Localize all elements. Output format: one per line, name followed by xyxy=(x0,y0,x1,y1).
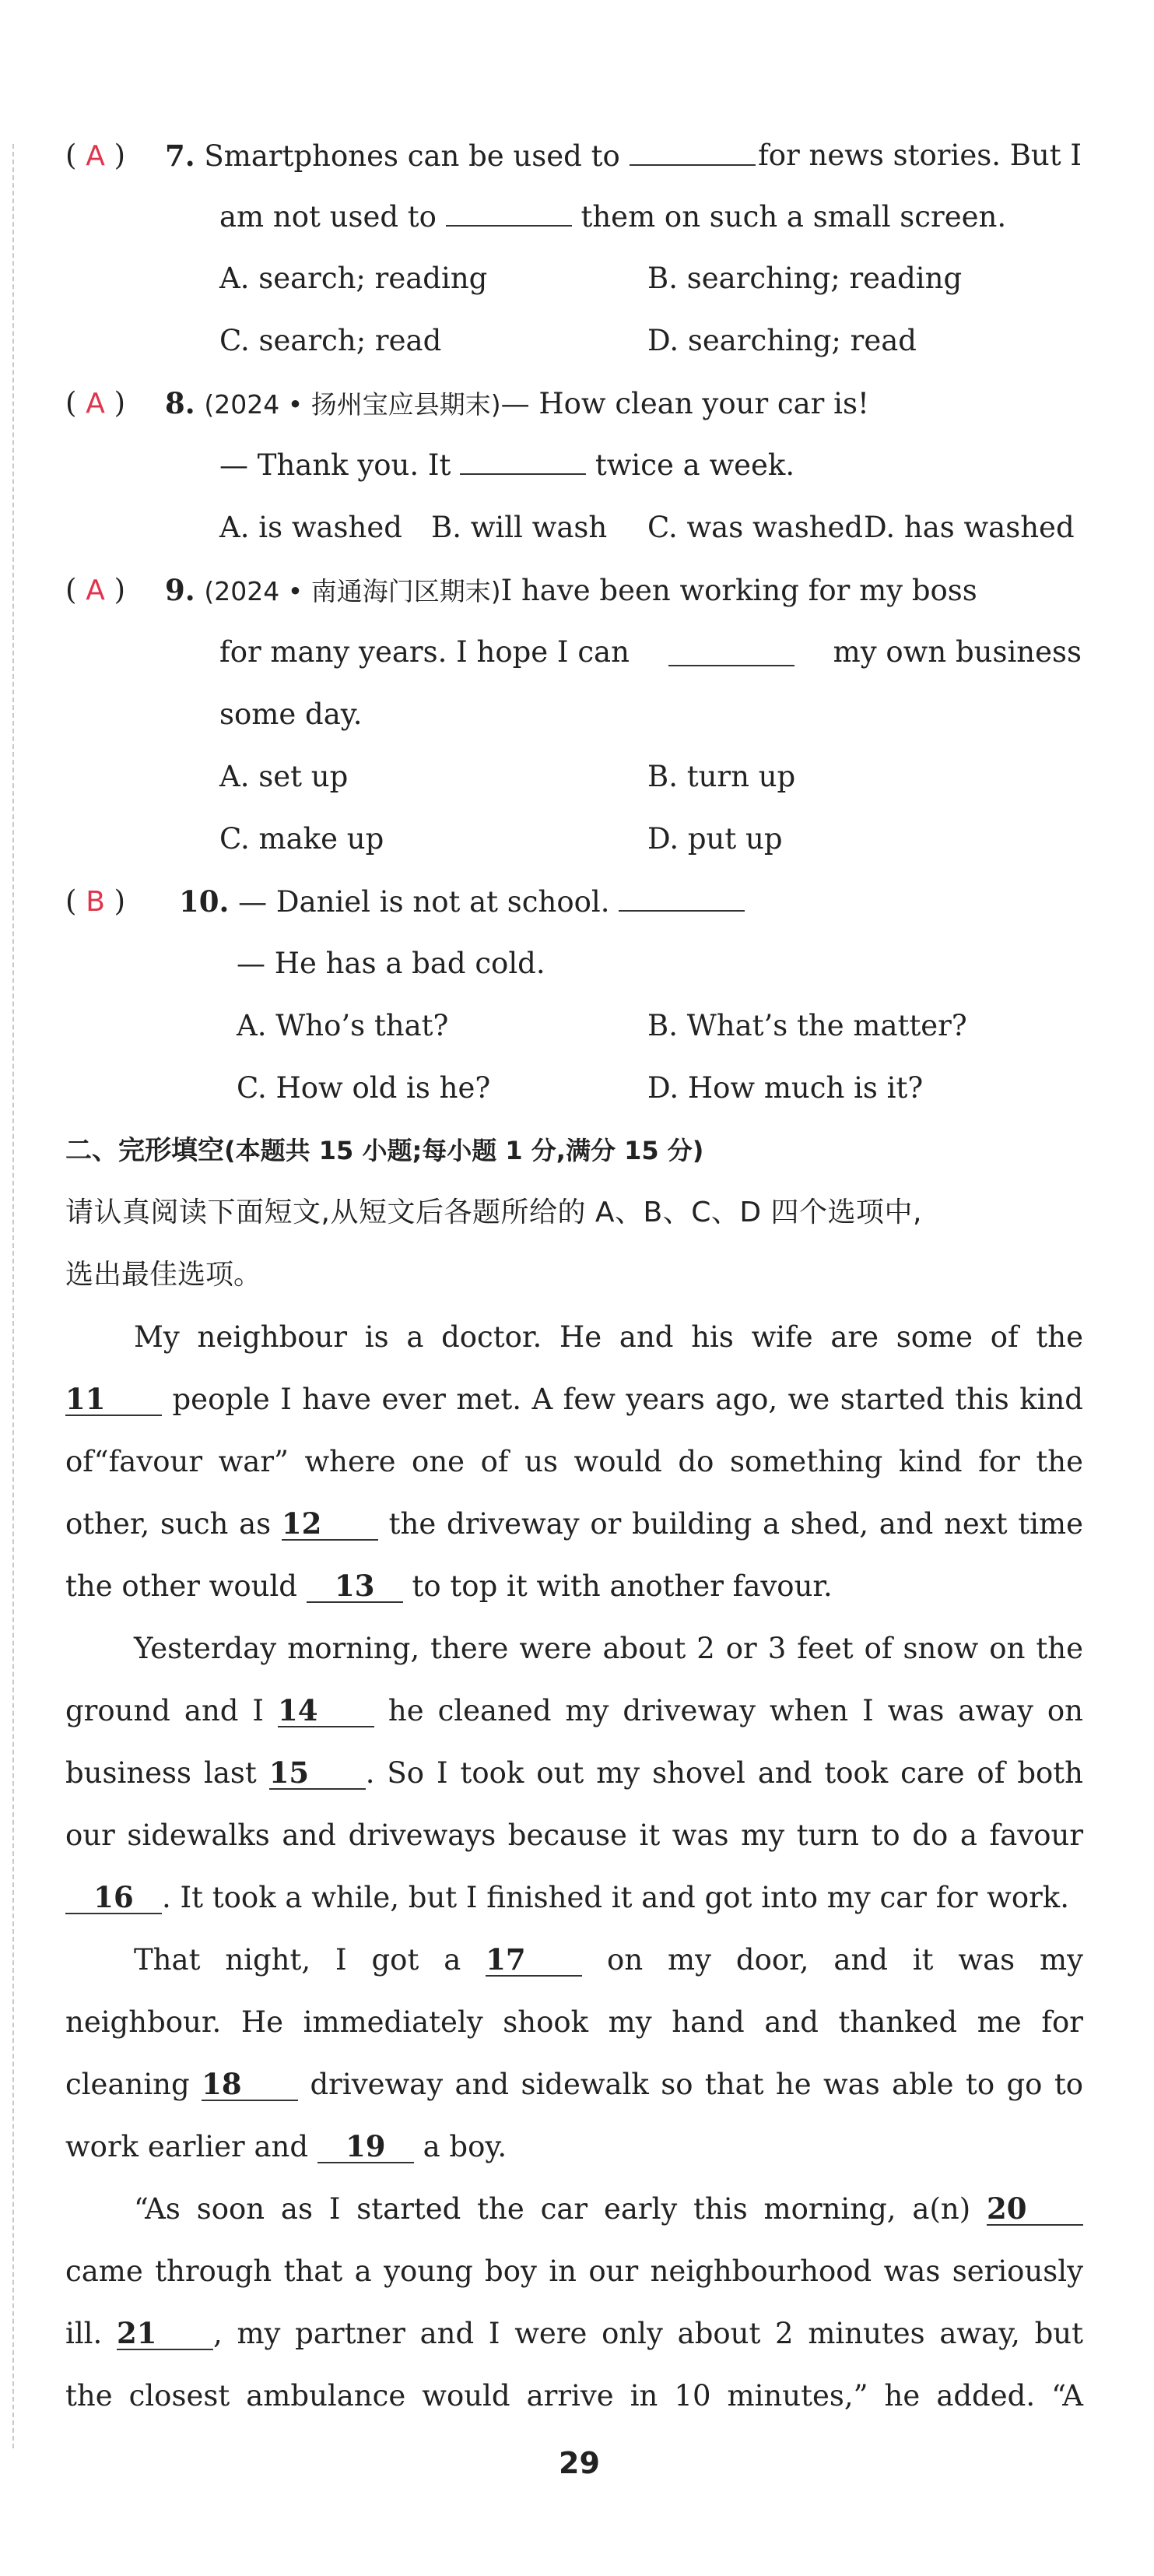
question-number: 9. xyxy=(165,573,195,607)
left-margin-line xyxy=(12,144,14,2448)
section-instruction: 请认真阅读下面短文,从短文后各题所给的 A、B、C、D 四个选项中, xyxy=(65,1197,922,1228)
option-b: B. turn up xyxy=(647,760,796,793)
question-10-line-2: — He has a bad cold. xyxy=(237,947,545,980)
passage-line: Yesterday morning, there were about 2 or 3 feet of snow on the xyxy=(134,1632,1083,1665)
answer-bracket: ( B ) xyxy=(65,884,126,918)
option-a: A. set up xyxy=(219,760,349,793)
passage-line: cleaning 18 driveway and sidewalk so that he was able to go to xyxy=(65,2067,1083,2101)
cloze-blank: 19 xyxy=(317,2131,414,2163)
answer-blank xyxy=(630,139,756,166)
question-9-line-2: for many years. I hope I can my own business xyxy=(219,635,1082,669)
option-a: A. Who’s that? xyxy=(237,1009,449,1042)
question-9-line-3: some day. xyxy=(219,698,363,731)
cloze-blank: 16 xyxy=(65,1882,162,1914)
answer-blank xyxy=(460,448,586,475)
passage-line: came through that a young boy in our neighbourhood was seriously xyxy=(65,2254,1083,2288)
question-number: 7. xyxy=(165,139,195,173)
passage-line: work earlier and 19 a boy. xyxy=(65,2129,507,2163)
option-b: B. What’s the matter? xyxy=(647,1009,967,1042)
passage-line: of“favour war” where one of us would do something kind for the xyxy=(65,1445,1083,1478)
answer-bracket: ( A ) xyxy=(65,386,126,420)
option-d: D. has washed xyxy=(864,511,1075,544)
passage-line: ground and I 14 he cleaned my driveway when I was away on xyxy=(65,1693,1083,1727)
answer-bracket: ( A ) xyxy=(65,139,126,172)
section-instruction: 选出最佳选项。 xyxy=(65,1259,262,1291)
question-number: 8. xyxy=(165,386,195,420)
option-c: C. How old is he? xyxy=(237,1071,491,1105)
answer-bracket: ( A ) xyxy=(65,573,126,606)
cloze-blank: 21 xyxy=(117,2318,213,2350)
source-note: (2024 • 扬州宝应县期末) xyxy=(204,389,501,420)
answer-letter: A xyxy=(86,388,105,420)
passage-line: 11 people I have ever met. A few years ago, we started this kind xyxy=(65,1382,1083,1416)
question-number: 10. xyxy=(179,884,230,919)
option-c: C. was washed xyxy=(647,511,864,544)
option-b: B. will wash xyxy=(431,511,608,544)
option-d: D. put up xyxy=(647,822,783,856)
section-heading: 二、完形填空(本题共 15 小题;每小题 1 分,满分 15 分) xyxy=(65,1135,704,1166)
question-10-line-1: 10. — Daniel is not at school. xyxy=(179,883,745,921)
cloze-blank: 13 xyxy=(307,1570,403,1603)
cloze-blank: 11 xyxy=(65,1383,162,1416)
passage-line: the closest ambulance would arrive in 10 minutes,” he added. “A xyxy=(65,2379,1083,2413)
question-9-line-1: 9. (2024 • 南通海门区期末)I have been working for my boss xyxy=(165,573,977,607)
passage-line: neighbour. He immediately shook my hand and thanked me for xyxy=(65,2005,1083,2039)
passage-line: That night, I got a 17 on my door, and it was my xyxy=(134,1942,1084,1977)
answer-letter: B xyxy=(86,886,105,918)
option-a: A. search; reading xyxy=(219,262,488,295)
page-number: 29 xyxy=(559,2446,600,2480)
passage-line: our sidewalks and driveways because it was my turn to do a favour xyxy=(65,1819,1083,1852)
passage-line: the other would 13 to top it with another favour. xyxy=(65,1569,833,1603)
answer-letter: A xyxy=(86,140,105,172)
option-c: C. make up xyxy=(219,822,384,856)
option-d: D. How much is it? xyxy=(647,1071,924,1105)
passage-line: “As soon as I started the car early this morning, a(n) 20 xyxy=(134,2191,1083,2228)
passage-line: business last 15 . So I took out my shovel and took care of both xyxy=(65,1755,1083,1790)
cloze-blank: 18 xyxy=(202,2068,298,2101)
answer-blank xyxy=(446,200,572,227)
passage-line: 16 . It took a while, but I finished it and got into my car for work. xyxy=(65,1879,1069,1917)
cloze-blank: 15 xyxy=(269,1757,366,1790)
passage-line: My neighbour is a doctor. He and his wife are some of the xyxy=(134,1320,1083,1354)
option-c: C. search; read xyxy=(219,324,442,357)
answer-blank xyxy=(668,640,794,666)
answer-blank xyxy=(619,885,745,912)
cloze-blank: 17 xyxy=(486,1944,582,1977)
cloze-blank: 14 xyxy=(278,1695,374,1727)
question-7-line-1: 7. Smartphones can be used to for news stories. But I xyxy=(165,139,1082,173)
source-note: (2024 • 南通海门区期末) xyxy=(204,576,501,606)
passage-line: ill. 21 , my partner and I were only about 2 minutes away, but xyxy=(65,2316,1083,2350)
question-7-line-2: am not used to them on such a small screen. xyxy=(219,200,1007,234)
option-b: B. searching; reading xyxy=(647,262,963,295)
question-8-line-1: 8. (2024 • 扬州宝应县期末)— How clean your car is! xyxy=(165,386,869,420)
option-a: A. is washed xyxy=(219,511,402,544)
passage-line: other, such as 12 the driveway or building a shed, and next time xyxy=(65,1506,1083,1541)
cloze-blank: 12 xyxy=(282,1508,378,1541)
option-d: D. searching; read xyxy=(647,324,917,357)
answer-letter: A xyxy=(86,575,105,606)
question-8-line-2: — Thank you. It twice a week. xyxy=(219,448,795,482)
cloze-blank: 20 xyxy=(987,2193,1083,2226)
